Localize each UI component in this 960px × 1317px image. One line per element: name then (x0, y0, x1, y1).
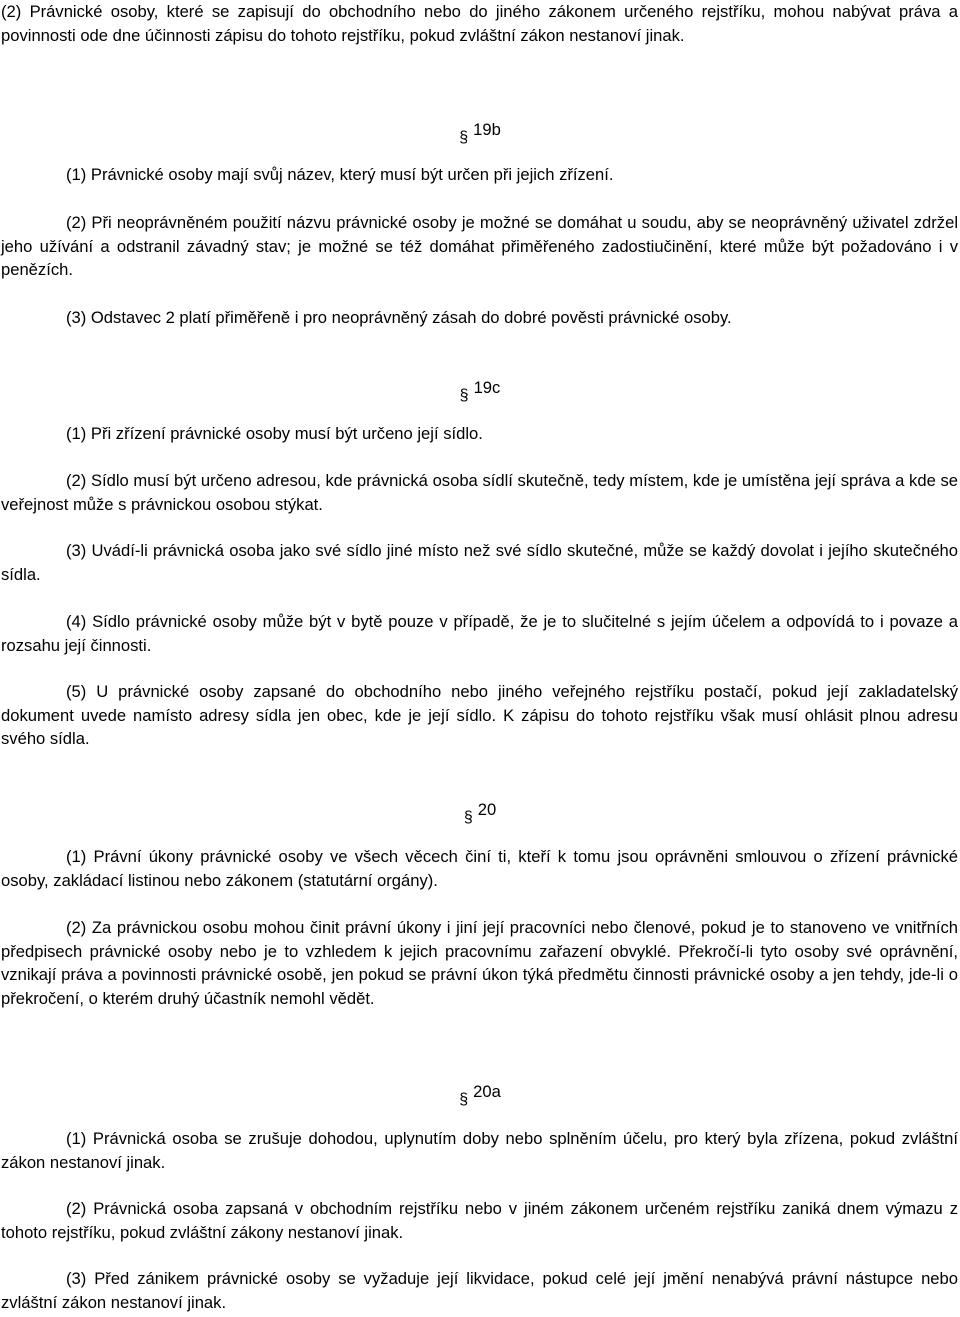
section-number: 19c (473, 378, 501, 397)
section-heading-19c (0, 376, 960, 404)
paragraph-19b-2: (2) Při neoprávněném použití názvu právnické osoby je možné se domáhat u soudu, aby se neoprávněný uživatel zdržel jeho užívání a odstranil závadný stav; je možné se též domáhat přiměřeného zadostiučinění, které může být požadováno i v penězích. (1, 213, 958, 279)
section-mark: § (459, 129, 469, 146)
paragraph-19a-2: (2) Právnické osoby, které se zapisují do obchodního nebo do jiného zákonem určeného rejstříku, mohou nabývat práva a povinnosti ode dne účinnosti zápisu do tohoto rejstříku, pokud zvláštní zákon nestanoví jinak. (1, 2, 958, 45)
paragraph-19b-3: (3) Odstavec 2 platí přiměřeně i pro neoprávněný zásah do dobré pověsti právnické osoby. (66, 308, 732, 327)
paragraph-19c-4: (4) Sídlo právnické osoby může být v bytě pouze v případě, že je to slučitelné s jejím účelem a odpovídá to i povaze a rozsahu její činnosti. (1, 612, 958, 655)
section-mark: § (459, 1091, 469, 1108)
section-heading-20 (0, 798, 960, 826)
section-number: 19b (473, 120, 501, 139)
paragraph-20a-1: (1) Právnická osoba se zrušuje dohodou, uplynutím doby nebo splněním účelu, pro který byla zřízena, pokud zvláštní zákon nestanoví jinak. (1, 1129, 958, 1172)
paragraph-20-1: (1) Právní úkony právnické osoby ve všech věcech činí ti, kteří k tomu jsou oprávněni smlouvou o zřízení právnické osoby, zakládací listinou nebo zákonem (statutární orgány). (1, 847, 958, 890)
paragraph-20a-2: (2) Právnická osoba zapsaná v obchodním rejstříku nebo v jiném zákonem určeném rejstříku zaniká dnem výmazu z tohoto rejstříku, pokud zvláštní zákony nestanoví jinak. (1, 1199, 958, 1242)
paragraph-19c-3: (3) Uvádí-li právnická osoba jako své sídlo jiné místo než své sídlo skutečné, může se každý dovolat i jejího skutečného sídla. (1, 541, 958, 584)
paragraph-20a-3: (3) Před zánikem právnické osoby se vyžaduje její likvidace, pokud celé její jmění nenabývá právní nástupce nebo zvláštní zákon nestanoví jinak. (1, 1269, 958, 1312)
paragraph-19c-5: (5) U právnické osoby zapsané do obchodního nebo jiného veřejného rejstříku postačí, pokud její zakladatelský dokument uvede namísto adresy sídla jen obec, kde je její sídlo. K zápisu do tohoto rejstříku však musí ohlásit plnou adresu svého sídla. (1, 682, 958, 748)
paragraph-19b-1: (1) Právnické osoby mají svůj název, který musí být určen při jejich zřízení. (66, 165, 614, 184)
section-number: 20a (473, 1082, 501, 1101)
paragraph-20-2: (2) Za právnickou osobu mohou činit právní úkony i jiní její pracovníci nebo členové, pokud je to stanoveno ve vnitřních předpisech právnické osoby nebo je to vzhledem k jejich pracovnímu zařazení obvyklé. Překročí-li tyto osoby své oprávnění, vznikají práva a povinnosti právnické osobě, jen pokud se právní úkon týká předmětu činnosti právnické osoby a jen tehdy, jde-li o překročení, o kterém druhý účastník nemohl vědět. (1, 918, 958, 1008)
section-heading-19b (0, 118, 960, 146)
section-mark: § (463, 809, 473, 826)
section-number: 20 (477, 800, 497, 819)
section-mark: § (459, 387, 469, 404)
paragraph-19c-1: (1) Při zřízení právnické osoby musí být určeno její sídlo. (66, 424, 483, 443)
section-heading-20a (0, 1080, 960, 1108)
paragraph-19c-2: (2) Sídlo musí být určeno adresou, kde právnická osoba sídlí skutečně, tedy místem, kde je umístěna její správa a kde se veřejnost může s právnickou osobou stýkat. (1, 471, 958, 514)
